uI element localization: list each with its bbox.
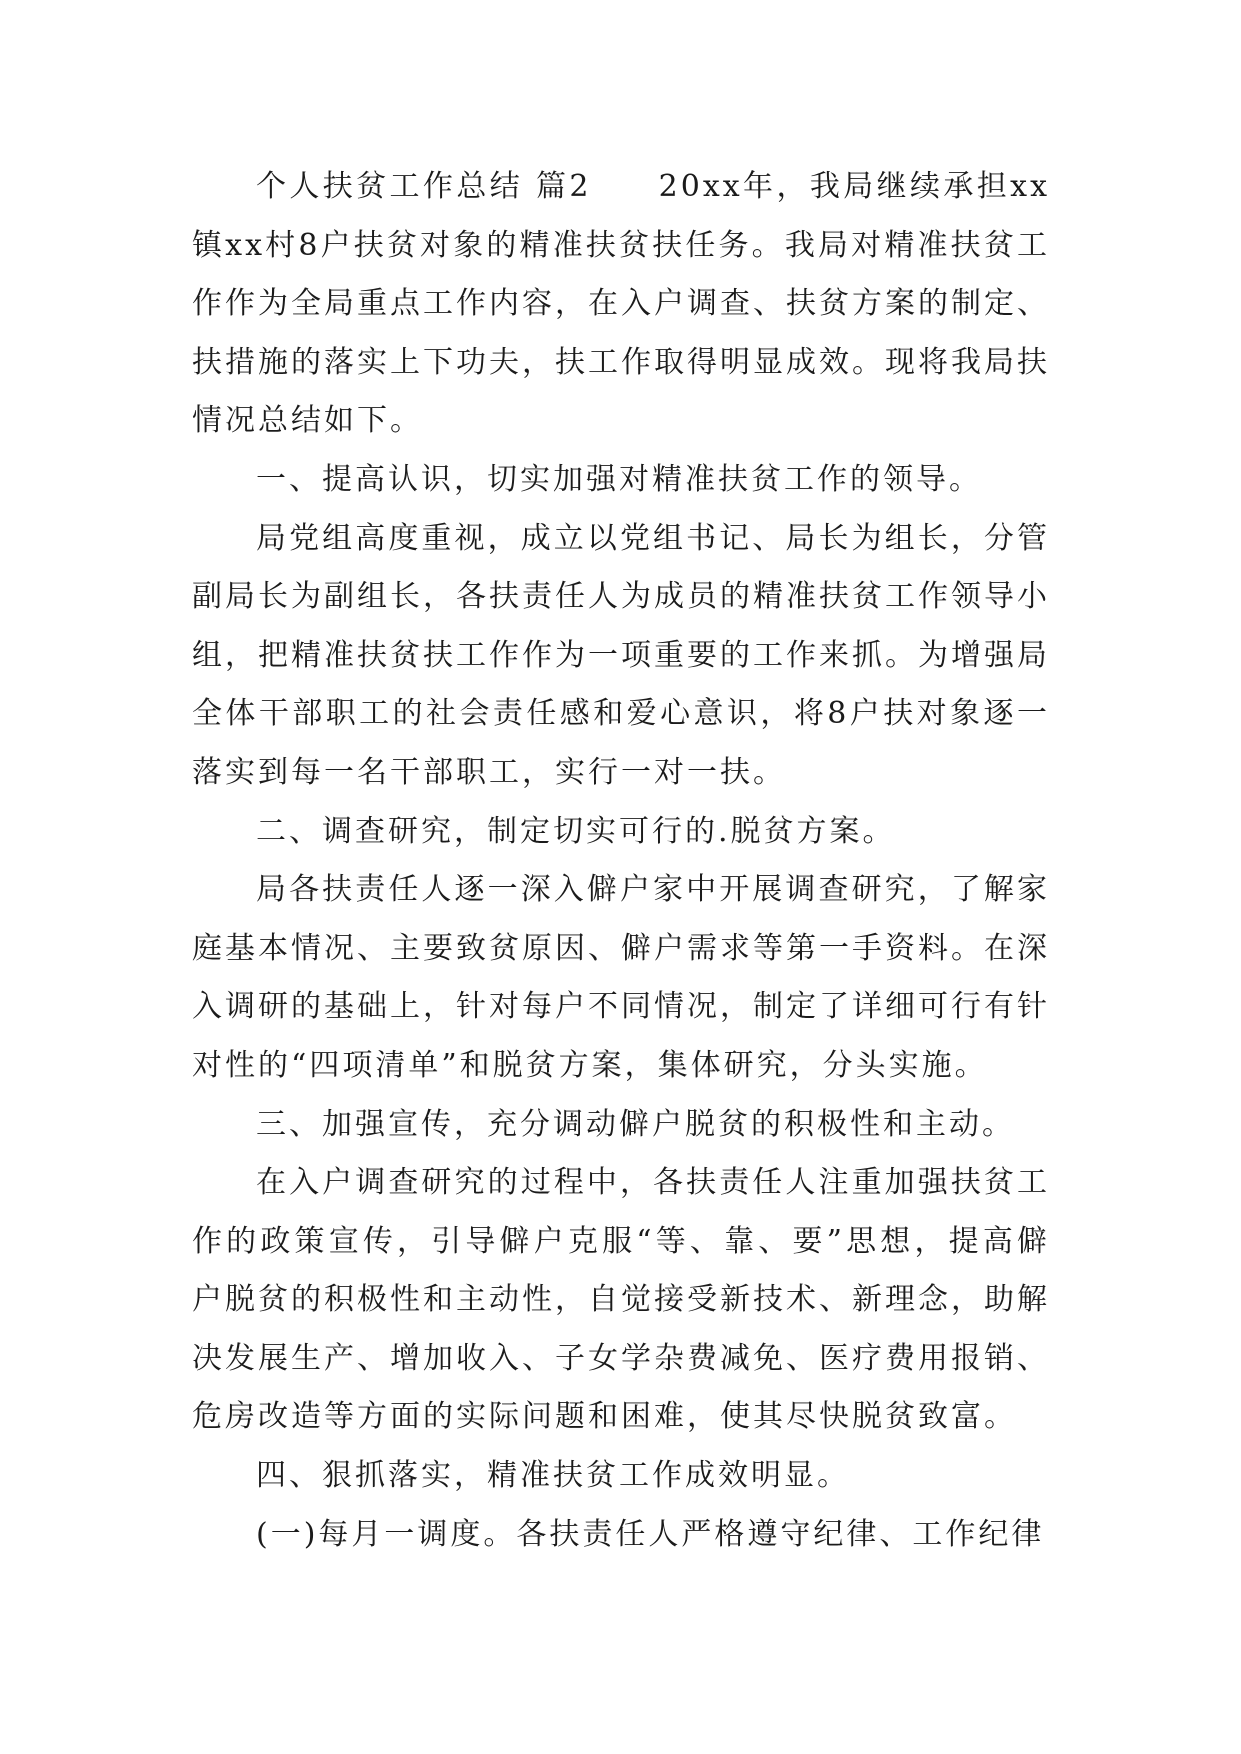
- paragraph-section-2: 局各扶责任人逐一深入僻户家中开展调查研究，了解家庭基本情况、主要致贫原因、僻户需求等第一手资料。在深入调研的基础上，针对每户不同情况，制定了详细可行有针对性的“四项清单”和脱贫方案，集体研究，分头实施。: [192, 872, 1050, 1083]
- document-body: [192, 158, 1050, 1564]
- heading-section-1: 一、提高认识，切实加强对精准扶贫工作的领导。: [256, 461, 982, 497]
- heading-section-3: 三、加强宣传，充分调动僻户脱贫的积极性和主动。: [256, 1106, 1015, 1142]
- heading-section-2: 二、调查研究，制定切实可行的.脱贫方案。: [256, 813, 896, 849]
- paragraph-intro: 个人扶贫工作总结 篇2 20xx年，我局继续承担xx镇xx村8户扶贫对象的精准扶贫扶任务。我局对精准扶贫工作作为全局重点工作内容，在入户调查、扶贫方案的制定、扶措施的落实上下功夫，扶工作取得明显成效。现将我局扶情况总结如下。: [192, 169, 1050, 439]
- paragraph-section-1: 局党组高度重视，成立以党组书记、局长为组长，分管副局长为副组长，各扶责任人为成员的精准扶贫工作领导小组，把精准扶贫扶工作作为一项重要的工作来抓。为增强局全体干部职工的社会责任感和爱心意识，将8户扶对象逐一落实到每一名干部职工，实行一对一扶。: [192, 520, 1050, 790]
- paragraph-section-4: (一)每月一调度。各扶责任人严格遵守纪律、工作纪律: [256, 1516, 1045, 1552]
- paragraph-section-3: 在入户调查研究的过程中，各扶责任人注重加强扶贫工作的政策宣传，引导僻户克服“等、靠、要”思想，提高僻户脱贫的积极性和主动性，自觉接受新技术、新理念，助解决发展生产、增加收入、子女学杂费减免、医疗费用报销、危房改造等方面的实际问题和困难，使其尽快脱贫致富。: [192, 1165, 1050, 1435]
- heading-section-4: 四、狠抓落实，精准扶贫工作成效明显。: [256, 1458, 850, 1494]
